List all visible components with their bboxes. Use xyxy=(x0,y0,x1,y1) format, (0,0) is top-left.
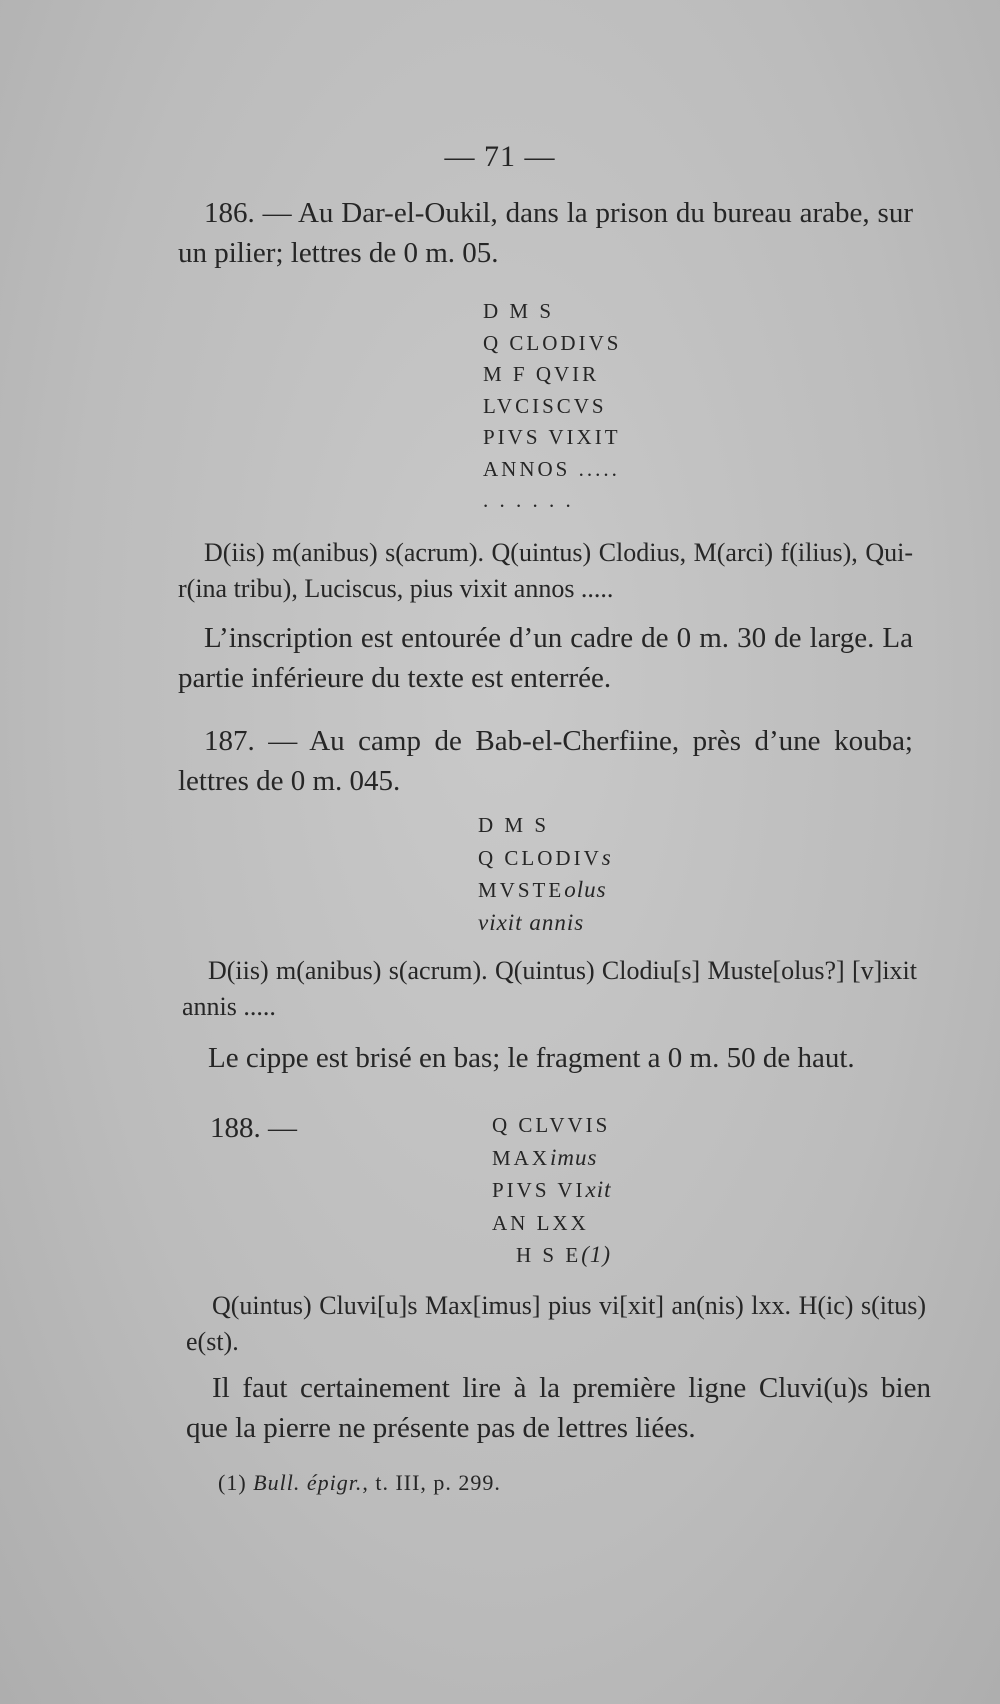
inscription-line: Q CLVVIS xyxy=(492,1113,611,1137)
entry-187-inscription xyxy=(478,809,612,939)
inscription-line: M F QVIR xyxy=(483,362,600,386)
inscription-line: Q CLODIVs xyxy=(478,844,612,870)
inscription-line: . . . . . . xyxy=(483,488,574,512)
inscription-line: PIVS VIXIT xyxy=(483,425,621,449)
footnote-ref: , t. III, p. 299. xyxy=(362,1470,501,1495)
entry-187-heading: 187. — Au camp de Bab-el-Cherfiine, près d’une kouba; lettres de 0 m. 045. xyxy=(178,725,913,797)
entry-186-comment: L’inscription est entourée d’un cadre de 0 m. 30 de large. La partie inférieure du texte est enterrée. xyxy=(178,622,913,694)
entry-188-comment: Il faut certainement lire à la première ligne Cluvi(u)s bien que la pierre ne présente pas de lettres liées. xyxy=(186,1372,931,1444)
inscription-line: MAXimus xyxy=(492,1144,598,1170)
inscription-line: AN LXX xyxy=(492,1210,589,1235)
entry-188-inscription xyxy=(492,1109,612,1272)
inscription-line: MVSTEolus xyxy=(478,877,607,902)
entry-186-heading: 186. — Au Dar-el-Oukil, dans la prison du bureau arabe, sur un pilier; lettres de 0 m. 05. xyxy=(178,197,913,269)
entry-187-comment: Le cippe est brisé en bas; le fragment a 0 m. 50 de haut. xyxy=(208,1042,855,1074)
footnote-marker: (1) xyxy=(218,1470,247,1495)
inscription-line: vixit annis xyxy=(478,909,585,935)
footnote-source: Bull. épigr. xyxy=(253,1470,363,1495)
inscription-line: ANNOS ..... xyxy=(483,456,620,481)
inscription-line: H S E(1) xyxy=(516,1242,612,1267)
entry-186-inscription xyxy=(483,296,621,517)
inscription-line: D M S xyxy=(478,813,550,837)
inscription-line: LVCISCVS xyxy=(483,393,607,418)
entry-186-reading: D(iis) m(anibus) s(acrum). Q(uintus) Clodius, M(arci) f(ilius), Qui-r(ina tribu), Luciscus, pius vixit annos ..... xyxy=(178,538,913,603)
entry-188-number: 188. — xyxy=(210,1112,297,1144)
entry-188-reading: Q(uintus) Cluvi[u]s Max[imus] pius vi[xit] an(nis) lxx. H(ic) s(itus) e(st). xyxy=(186,1291,926,1356)
inscription-line: PIVS VIxit xyxy=(492,1177,612,1202)
inscription-line: Q CLODIVS xyxy=(483,330,622,355)
entry-187-reading: D(iis) m(anibus) s(acrum). Q(uintus) Clodiu[s] Muste[olus?] [v]ixit annis ..... xyxy=(182,956,917,1021)
inscription-line: D M S xyxy=(483,299,555,323)
footnote xyxy=(218,1470,501,1496)
page-number: — 71 — xyxy=(444,140,556,173)
